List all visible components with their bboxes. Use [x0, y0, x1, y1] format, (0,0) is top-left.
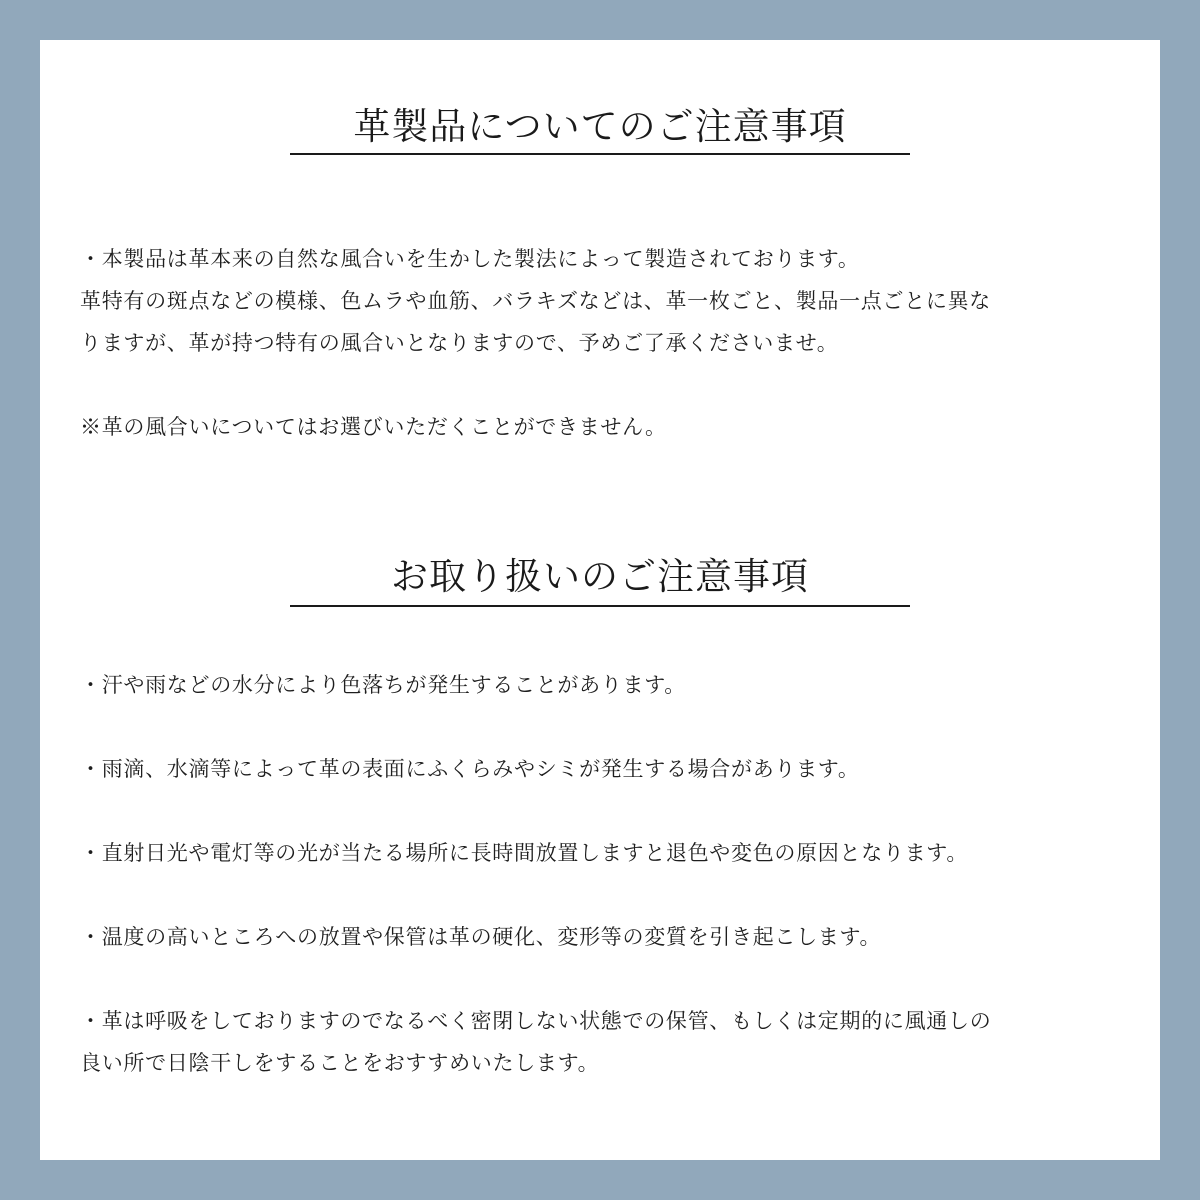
- handling-item: ・汗や雨などの水分により色落ちが発生することがあります。: [80, 673, 686, 697]
- intro-line: りますが、革が持つ特有の風合いとなりますので、予めご了承くださいませ。: [80, 331, 839, 355]
- handling-notice-heading: お取り扱いのご注意事項: [391, 555, 809, 598]
- heading-underline: [290, 153, 910, 155]
- handling-item: ・雨滴、水滴等によって革の表面にふくらみやシミが発生する場合があります。: [80, 757, 860, 781]
- leather-texture-note: ※革の風合いについてはお選びいただくことができません。: [80, 415, 667, 439]
- handling-item: ・直射日光や電灯等の光が当たる場所に長時間放置しますと退色や変色の原因となります。: [80, 841, 969, 865]
- leather-notice-heading: 革製品についてのご注意事項: [353, 105, 847, 148]
- leather-intro-paragraph: [80, 238, 1120, 364]
- notice-card: [40, 40, 1160, 1160]
- handling-item: ・温度の高いところへの放置や保管は革の硬化、変形等の変質を引き起こします。: [80, 925, 882, 949]
- intro-line: 革特有の斑点などの模様、色ムラや血筋、バラキズなどは、革一枚ごと、製品一点ごとに異な: [80, 289, 991, 313]
- intro-line: ・本製品は革本来の自然な風合いを生かした製法によって製造されております。: [80, 247, 860, 271]
- heading-underline: [290, 605, 910, 607]
- handling-item: ・革は呼吸をしておりますのでなるべく密閉しない状態での保管、もしくは定期的に風通しの 良い所で日陰干しをすることをおすすめいたします。: [80, 1009, 992, 1075]
